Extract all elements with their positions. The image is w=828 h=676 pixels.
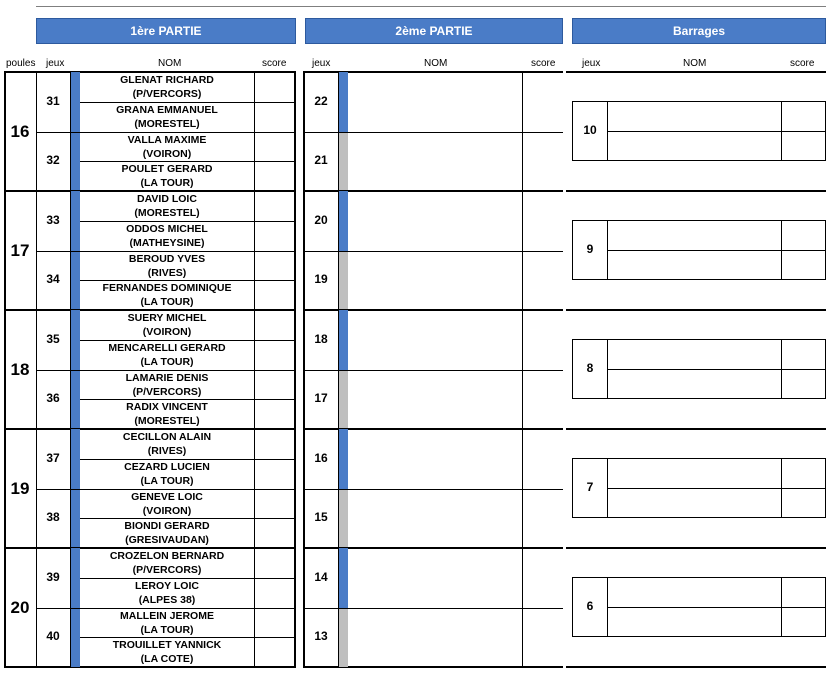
col-score-1: score xyxy=(262,58,287,69)
player-club: (GRESIVAUDAN) xyxy=(125,534,209,547)
player-name: SUERY MICHEL xyxy=(127,312,207,324)
player-club: (VOIRON) xyxy=(142,504,192,517)
poule-top-line-3 xyxy=(566,309,826,311)
game-number-2: 17 xyxy=(314,391,328,406)
player-name: BIONDI GERARD xyxy=(124,520,210,533)
col-jeux-3: jeux xyxy=(582,58,601,69)
col-jeux-1: jeux xyxy=(46,58,65,69)
game-number-2: 16 xyxy=(314,450,328,465)
poule-top-line-3 xyxy=(566,71,826,73)
team-color-bar-2 xyxy=(339,310,348,370)
player-club: (MORESTEL) xyxy=(134,415,200,428)
player-name: GENEVE LOIC xyxy=(131,490,203,503)
player-club: (VOIRON) xyxy=(142,326,192,338)
player-club: (MATHEYSINE) xyxy=(129,236,205,249)
player-club: (MORESTEL) xyxy=(134,207,200,219)
game-number: 40 xyxy=(46,629,60,644)
barrage-mid-line xyxy=(607,488,826,489)
barrage-number: 7 xyxy=(586,480,594,494)
game-separator-2 xyxy=(303,608,563,609)
player-name: TROUILLET YANNICK xyxy=(112,639,222,652)
game-number: 38 xyxy=(46,510,60,525)
poule-number: 19 xyxy=(10,478,30,498)
poule-number: 20 xyxy=(10,597,30,617)
col-nom-1: NOM xyxy=(158,58,182,69)
team-color-bar-2 xyxy=(339,489,348,549)
player-club: (P/VERCORS) xyxy=(132,88,202,100)
player-club: (P/VERCORS) xyxy=(132,385,202,398)
game-number-2: 13 xyxy=(314,629,328,644)
player-name: CEZARD LUCIEN xyxy=(124,460,210,473)
barrage-number: 9 xyxy=(586,242,594,256)
game-number-2: 14 xyxy=(314,569,328,584)
game-number: 33 xyxy=(46,212,60,227)
poule-number: 18 xyxy=(10,359,30,379)
game-number-2: 18 xyxy=(314,331,328,346)
poule-top-line-3 xyxy=(566,547,826,549)
game-number: 37 xyxy=(46,450,60,465)
col-jeux-2: jeux xyxy=(312,58,331,69)
player-club: (MORESTEL) xyxy=(134,117,200,130)
player-club: (RIVES) xyxy=(147,445,187,457)
game-number-2: 20 xyxy=(314,212,328,227)
player-name: MALLEIN JEROME xyxy=(120,609,214,622)
game-number-2: 19 xyxy=(314,272,328,287)
team-color-bar-2 xyxy=(339,548,348,608)
player-club: (LA TOUR) xyxy=(140,296,194,309)
game-number: 39 xyxy=(46,569,60,584)
player-name: GRANA EMMANUEL xyxy=(116,103,218,116)
poule-number: 16 xyxy=(10,121,30,141)
barrage-mid-line xyxy=(607,131,826,132)
player-name: GLENAT RICHARD xyxy=(120,74,214,86)
barrage-number: 10 xyxy=(583,123,597,137)
col-score-2: score xyxy=(531,58,556,69)
game-separator-2 xyxy=(303,489,563,490)
player-club: (LA COTE) xyxy=(140,653,194,666)
game-number: 36 xyxy=(46,391,60,406)
game-separator-2 xyxy=(303,132,563,133)
player-name: BEROUD YVES xyxy=(128,252,206,265)
player-name: POULET GERARD xyxy=(121,163,213,176)
player-club: (ALPES 38) xyxy=(138,593,196,606)
game-separator-2 xyxy=(303,370,563,371)
team-color-bar-2 xyxy=(339,72,348,132)
header-barrages: Barrages xyxy=(572,18,826,44)
player-name: LEROY LOIC xyxy=(135,579,199,592)
game-number: 34 xyxy=(46,272,60,287)
player-club: (LA TOUR) xyxy=(140,474,194,487)
header-partie2: 2ème PARTIE xyxy=(305,18,563,44)
header-partie1: 1ère PARTIE xyxy=(36,18,296,44)
team-color-bar-2 xyxy=(339,132,348,192)
barrage-number: 8 xyxy=(586,361,594,375)
player-club: (LA TOUR) xyxy=(140,177,194,190)
col-poules: poules xyxy=(6,58,36,69)
team-color-bar-2 xyxy=(339,251,348,311)
team-color-bar-2 xyxy=(339,191,348,251)
player-club: (RIVES) xyxy=(147,266,187,279)
player-name: RADIX VINCENT xyxy=(126,401,208,414)
player-name: MENCARELLI GERARD xyxy=(108,341,226,354)
barrage-mid-line xyxy=(607,369,826,370)
player-name: FERNANDES DOMINIQUE xyxy=(102,282,232,295)
game-number-2: 15 xyxy=(314,510,328,525)
player-name: VALLA MAXIME xyxy=(127,133,207,146)
poule-number: 17 xyxy=(10,240,30,260)
poule-top-line-3 xyxy=(566,190,826,192)
player-club: (VOIRON) xyxy=(142,147,192,160)
barrage-mid-line xyxy=(607,607,826,608)
game-number: 32 xyxy=(46,153,60,168)
player-name: CECILLON ALAIN xyxy=(122,431,212,443)
game-number: 31 xyxy=(46,93,60,108)
poule-bottom-line xyxy=(4,666,296,668)
game-number-2: 22 xyxy=(314,93,328,108)
col-nom-3: NOM xyxy=(683,58,707,69)
player-name: ODDOS MICHEL xyxy=(126,222,208,235)
player-club: (LA TOUR) xyxy=(140,355,194,368)
game-separator-2 xyxy=(303,251,563,252)
barrage-mid-line xyxy=(607,250,826,251)
poule-top-line-3 xyxy=(566,428,826,430)
game-number: 35 xyxy=(46,331,60,346)
team-color-bar-2 xyxy=(339,429,348,489)
team-color-bar-2 xyxy=(339,370,348,430)
top-rule xyxy=(36,6,826,7)
poule-bottom-line-3 xyxy=(566,666,826,668)
game-number-2: 21 xyxy=(314,153,328,168)
col-score-3: score xyxy=(790,58,815,69)
player-name: DAVID LOIC xyxy=(137,193,197,205)
player-name: CROZELON BERNARD xyxy=(109,550,225,562)
player-name: LAMARIE DENIS xyxy=(125,371,209,384)
team-color-bar-2 xyxy=(339,608,348,668)
player-club: (LA TOUR) xyxy=(140,623,194,636)
player-club: (P/VERCORS) xyxy=(132,564,202,576)
barrage-number: 6 xyxy=(586,599,594,613)
col-nom-2: NOM xyxy=(424,58,448,69)
